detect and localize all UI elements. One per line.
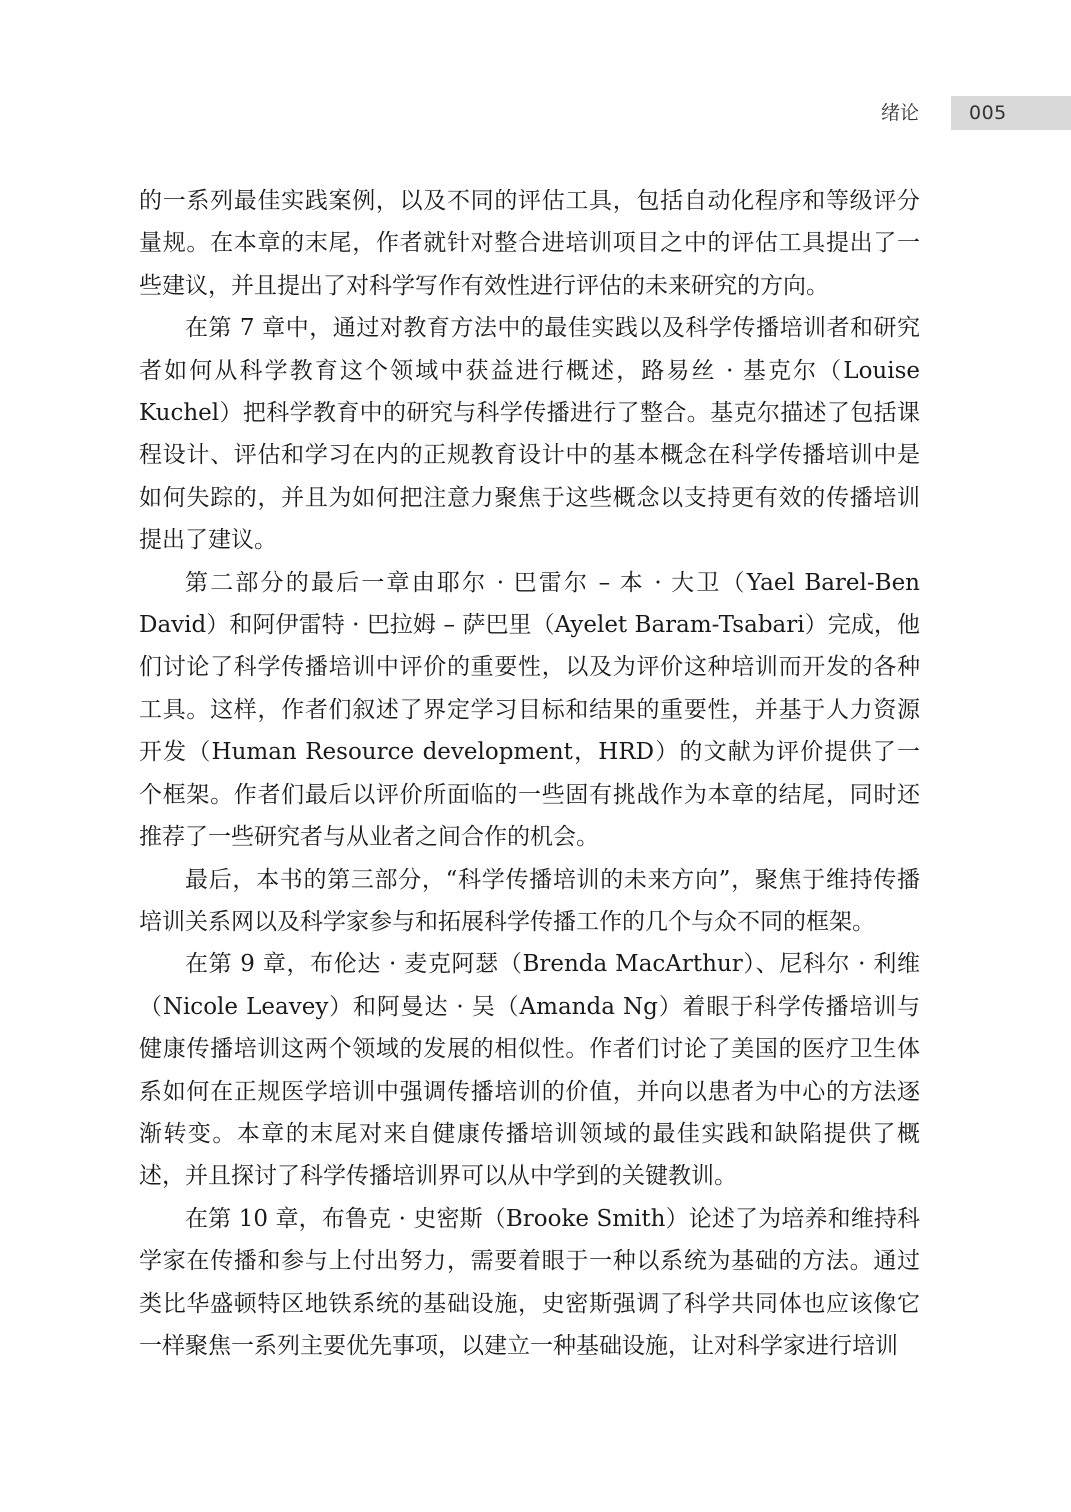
running-header	[0, 96, 1071, 130]
paragraph-chapter-10: 在第 10 章，布鲁克 · 史密斯（Brooke Smith）论述了为培养和维持科学家在传播和参与上付出努力，需要着眼于一种以系统为基础的方法。通过类比华盛顿特区地铁系统的基础设施，史密斯强调了科学共同体也应该像它一样聚焦一系列主要优先事项，以建立一种基础设施，让对科学家进行培训	[139, 1205, 920, 1359]
paragraph-chapter-7: 在第 7 章中，通过对教育方法中的最佳实践以及科学传播培训者和研究者如何从科学教育这个领域中获益进行概述，路易丝 · 基克尔（Louise Kuchel）把科学教育中的研究与科学传播进行了整合。基克尔描述了包括课程设计、评估和学习在内的正规教育设计中的基本概念在科学传播培训中是如何失踪的，并且为如何把注意力聚焦于这些概念以支持更有效的传播培训提出了建议。	[139, 315, 920, 554]
chapter-title: 绪论	[880, 102, 919, 124]
page-number-tab	[951, 96, 1071, 130]
page-number: 005	[969, 102, 1007, 124]
paragraph-part-two-final: 第二部分的最后一章由耶尔 · 巴雷尔 – 本 · 大卫（Yael Barel-Ben David）和阿伊雷特 · 巴拉姆 – 萨巴里（Ayelet Baram-Tsabari）完成，他们讨论了科学传播培训中评价的重要性，以及为评价这种培训而开发的各种工具。这样，作者们叙述了界定学习目标和结果的重要性，并基于人力资源开发（Human Resource development，HRD）的文献为评价提供了一个框架。作者们最后以评价所面临的一些固有挑战作为本章的结尾，同时还推荐了一些研究者与从业者之间合作的机会。	[139, 569, 920, 851]
body-text	[139, 180, 920, 1367]
paragraph-part-three: 最后，本书的第三部分，“科学传播培训的未来方向”，聚焦于维持传播培训关系网以及科学家参与和拓展科学传播工作的几个与众不同的框架。	[139, 866, 920, 935]
paragraph-chapter-9: 在第 9 章，布伦达 · 麦克阿瑟（Brenda MacArthur）、尼科尔 · 利维（Nicole Leavey）和阿曼达 · 吴（Amanda Ng）着眼于科学传播培训与健康传播培训这两个领域的发展的相似性。作者们讨论了美国的医疗卫生体系如何在正规医学培训中强调传播培训的价值，并向以患者为中心的方法逐渐转变。本章的末尾对来自健康传播培训领域的最佳实践和缺陷提供了概述，并且探讨了科学传播培训界可以从中学到的关键教训。	[139, 951, 920, 1190]
paragraph-continued: 的一系列最佳实践案例，以及不同的评估工具，包括自动化程序和等级评分量规。在本章的末尾，作者就针对整合进培训项目之中的评估工具提出了一些建议，并且提出了对科学写作有效性进行评估的未来研究的方向。	[139, 188, 920, 299]
